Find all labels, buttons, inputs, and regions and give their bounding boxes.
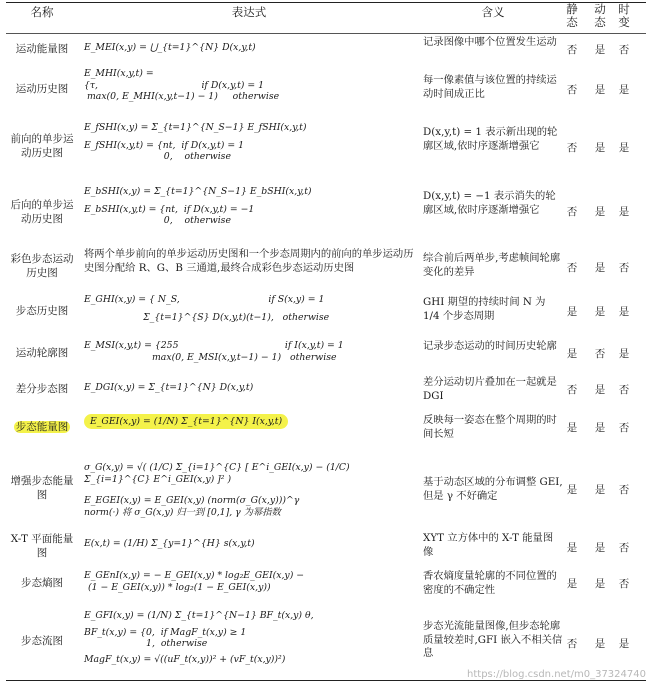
expr-line: E_GEnI(x,y) = − E_GEI(x,y) * log₂E_GEI(x,y) − (84, 570, 305, 581)
flag-static: 否 (566, 206, 578, 218)
flag-static: 是 (566, 348, 578, 360)
expr-line: max(0, E_MHI(x,y,t−1) − 1) otherwise (84, 91, 280, 102)
row-expr (84, 340, 414, 363)
expr-line: E_DGI(x,y) = Σ_{t=1}^{N} D(x,y,t) (84, 382, 254, 393)
flag-timevar: 否 (618, 262, 630, 274)
expr-line: BF_t(x,y) = {0, if MagF_t(x,y) ≥ 1 (84, 626, 247, 638)
expr-line: E_fSHI(x,y,t) = {nt, if D(x,y,t) = 1 (84, 139, 244, 151)
row-expr (84, 68, 414, 103)
row-expr (84, 186, 414, 227)
expr-line: 将两个单步前向的单步运动历史图和一个步态周期内的前向的单步运动历史图分配给 R、G、B 三通道,最终合成彩色步态运动历史图 (84, 248, 414, 274)
expr-line: E_GFI(x,y) = (1/N) Σ_{t=1}^{N−1} BF_t(x,y) θ, (84, 610, 314, 621)
flag-dynamic: 是 (594, 262, 606, 274)
top-rule (6, 2, 646, 3)
flag-dynamic: 是 (594, 638, 606, 650)
header-static: 静态 (566, 2, 578, 29)
expr-line: E_GHI(x,y) = { N_S, if S(x,y) = 1 (84, 294, 325, 305)
expr-line: E_bSHI(x,y,t) = {nt, if D(x,y,t) = −1 (84, 203, 255, 215)
expr-line: E_MEI(x,y) = ⋃_{t=1}^{N} D(x,y,t) (84, 42, 256, 53)
row-expr (84, 456, 414, 518)
row-name: 增强步态能量图 (10, 475, 74, 501)
flag-dynamic: 是 (594, 142, 606, 154)
flag-dynamic: 是 (594, 306, 606, 318)
flag-dynamic: 是 (594, 84, 606, 96)
row-meaning: D(x,y,t) = 1 表示新出现的轮廓区域,依时序逐渐增强它 (423, 126, 558, 152)
row-expr (84, 294, 414, 323)
expr-line: σ_G(x,y) = √( (1/C) Σ_{i=1}^{C} [ E^i_GEI(x,y) − (1/C) Σ_{i=1}^{C} E^i_GEI(x,y) ]² ) (84, 462, 350, 485)
header-dynamic: 动态 (594, 2, 606, 29)
flag-timevar: 否 (618, 484, 630, 496)
row-meaning: 综合前后两单步,考虑帧间轮廓变化的差异 (423, 252, 561, 278)
row-meaning: 步态光流能量图像,但步态轮廓质量较差时,GFI 嵌入不相关信息 (423, 620, 563, 659)
flag-static: 是 (566, 578, 578, 590)
table-row (0, 66, 650, 116)
header-name: 名称 (30, 5, 54, 19)
expr-line: (1 − E_GEI(x,y)) * log₂(1 − E_GEI(x,y)) (88, 581, 271, 593)
flag-static: 否 (566, 142, 578, 154)
row-name: 步态流图 (21, 635, 63, 647)
row-meaning: GHI 期望的持续时间 N 为 1/4 个步态周期 (423, 296, 546, 322)
row-name: 运动能量图 (15, 43, 69, 55)
row-meaning: 基于动态区域的分布调整 GEI,但是 γ 不好确定 (423, 476, 563, 502)
header-expr: 表达式 (231, 5, 267, 19)
flag-static: 是 (566, 542, 578, 554)
row-name: 差分步态图 (15, 383, 69, 395)
row-meaning: 香农熵度量轮廓的不同位置的密度的不确定性 (423, 570, 557, 596)
row-meaning: 差分运动切片叠加在一起就是 DGI (423, 376, 557, 402)
row-name: 运动轮廓图 (15, 347, 69, 359)
flag-timevar: 否 (618, 422, 630, 434)
expr-line: Σ_{t=1}^{S} D(x,y,t)(t−1), otherwise (84, 311, 330, 323)
flag-timevar: 否 (618, 578, 630, 590)
flag-timevar: 否 (618, 384, 630, 396)
row-meaning: 记录步态运动的时间历史轮廓 (423, 340, 557, 352)
table-row (0, 566, 650, 602)
row-expr (84, 382, 414, 394)
row-name: 后向的单步运动历史图 (10, 199, 74, 225)
row-meaning: 每一像素值与该位置的持续运动时间成正比 (423, 74, 557, 100)
expr-line: E_fSHI(x,y) = Σ_{t=1}^{N_S−1} E_fSHI(x,y,t) (84, 122, 307, 133)
row-meaning: D(x,y,t) = −1 表示消失的轮廓区域,依时序逐渐增强它 (423, 190, 556, 216)
row-expr (84, 610, 414, 665)
flag-timevar: 是 (618, 84, 630, 96)
table-row (0, 528, 650, 564)
row-expr (84, 538, 414, 550)
row-name: 前向的单步运动历史图 (10, 133, 74, 159)
header-timevar: 时变 (618, 2, 630, 29)
header-rule (6, 33, 646, 34)
flag-timevar: 否 (618, 542, 630, 554)
expr-line: 1, otherwise (84, 638, 208, 649)
expr-line: 0, otherwise (84, 215, 231, 226)
row-name: 运动历史图 (15, 83, 69, 95)
expr-line: E_MHI(x,y,t) = (84, 68, 154, 79)
flag-dynamic: 是 (594, 44, 606, 56)
flag-static: 否 (566, 262, 578, 274)
flag-timevar: 是 (618, 638, 630, 650)
row-name: 步态熵图 (21, 577, 63, 589)
row-name: X-T 平面能量图 (10, 533, 74, 559)
row-name: 彩色步态运动历史图 (10, 253, 74, 279)
row-meaning: XYT 立方体中的 X-T 能量图像 (423, 532, 554, 558)
flag-dynamic: 是 (594, 542, 606, 554)
expr-line: 0, otherwise (84, 151, 231, 162)
flag-static: 是 (566, 484, 578, 496)
watermark: https://blog.csdn.net/m0_37324740 (467, 669, 646, 680)
flag-dynamic: 是 (594, 206, 606, 218)
flag-static: 否 (566, 638, 578, 650)
flag-timevar: 是 (618, 348, 630, 360)
row-expr (84, 416, 414, 428)
flag-static: 是 (566, 306, 578, 318)
expr-line: E_MSI(x,y,t) = {255 if I(x,y,t) = 1 (84, 340, 344, 351)
table-row (0, 372, 650, 406)
row-expr (84, 570, 414, 593)
flag-dynamic: 是 (594, 384, 606, 396)
flag-dynamic: 否 (594, 348, 606, 360)
flag-dynamic: 是 (594, 484, 606, 496)
flag-static: 否 (566, 84, 578, 96)
header-meaning: 含义 (481, 5, 505, 19)
row-expr (84, 248, 414, 275)
row-name (8, 420, 76, 434)
flag-timevar: 是 (618, 142, 630, 154)
row-expr (84, 122, 414, 163)
expr-line: {τ, if D(x,y,t) = 1 (84, 79, 265, 91)
flag-timevar: 是 (618, 206, 630, 218)
flag-dynamic: 是 (594, 578, 606, 590)
expr-line: norm(·) 将 σ_G(x,y) 归一到 [0,1], γ 为幂指数 (84, 506, 281, 518)
expr-line: E_EGEI(x,y) = E_GEI(x,y) (norm(σ_G(x,y)))^γ (84, 495, 300, 506)
bottom-rule (6, 680, 646, 681)
flag-timevar: 否 (618, 44, 630, 56)
expr-line: E(x,t) = (1/H) Σ_{y=1}^{H} s(x,y,t) (84, 538, 255, 549)
row-name: 步态历史图 (15, 305, 69, 317)
expr-line: MagF_t(x,y) = √((uF_t(x,y))² + (vF_t(x,y))²) (84, 653, 286, 665)
highlighted-expr: E_GEI(x,y) = (1/N) Σ_{t=1}^{N} I(x,y,t) (84, 414, 288, 429)
table-row (0, 118, 650, 174)
highlighted-name: 步态能量图 (15, 421, 69, 433)
table-row (0, 246, 650, 288)
row-expr (84, 42, 414, 54)
expr-line: E_bSHI(x,y) = Σ_{t=1}^{N_S−1} E_bSHI(x,y,t) (84, 186, 312, 197)
table-row (0, 338, 650, 370)
table-row (0, 178, 650, 240)
table-row (0, 290, 650, 336)
flag-static: 否 (566, 384, 578, 396)
flag-timevar: 是 (618, 306, 630, 318)
row-meaning: 记录图像中哪个位置发生运动 (423, 36, 557, 48)
table-row-highlighted (0, 408, 650, 448)
flag-static: 是 (566, 422, 578, 434)
table-row (0, 36, 650, 64)
row-meaning: 反映每一姿态在整个周期的时间长短 (423, 414, 557, 440)
flag-dynamic: 是 (594, 422, 606, 434)
flag-static: 否 (566, 44, 578, 56)
expr-line: max(0, E_MSI(x,y,t−1) − 1) otherwise (84, 351, 337, 363)
table-row (0, 452, 650, 524)
